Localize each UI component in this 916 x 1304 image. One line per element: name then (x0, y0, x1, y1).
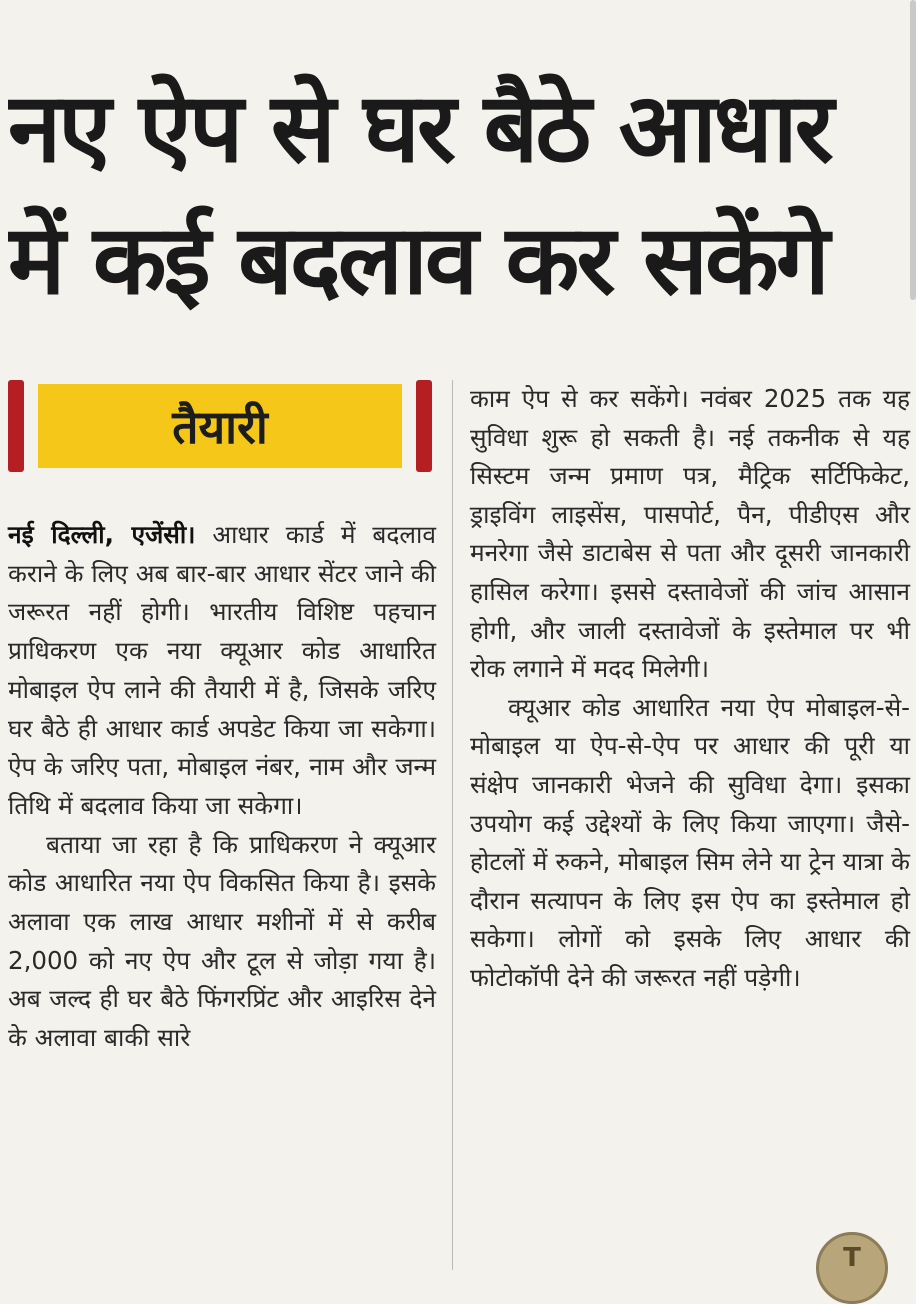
article-paragraph-1 (8, 516, 436, 826)
article-column-left (8, 516, 436, 1058)
section-label (8, 380, 432, 472)
article-paragraph-2: बताया जा रहा है कि प्राधिकरण ने क्यूआर कोड आधारित नया ऐप विकसित किया है। इसके अलावा एक लाख आधार मशीनों में से करीब 2,000 को नए ऐप और टूल से जोड़ा गया है। अब जल्द ही घर बैठे फिंगरप्रिंट और आइरिस देने के अलावा बाकी सारे (8, 829, 436, 1053)
article-paragraph-4: क्यूआर कोड आधारित नया ऐप मोबाइल-से-मोबाइल या ऐप-से-ऐप पर आधार की पूरी या संक्षेप जानकारी भेजने की सुविधा देगा। इसका उपयोग कई उद्देश्यों के लिए किया जाएगा। जैसे- होटलों में रुकने, मोबाइल सिम लेने या ट्रेन यात्रा के दौरान सत्यापन के लिए इस ऐप का इस्तेमाल हो सकेगा। लोगों को इसके लिए आधार की फोटोकॉपी देने की जरूरत नहीं पड़ेगी। (470, 692, 910, 992)
text-tool-letter: T (843, 1243, 861, 1273)
section-label-text: तैयारी (172, 400, 268, 454)
headline-line-2: में कई बदलाव कर सकेंगे (8, 204, 827, 316)
label-background (38, 384, 402, 468)
label-bracket-left (8, 380, 24, 472)
article-column-right (470, 380, 910, 998)
column-divider (452, 380, 453, 1270)
text-tool-icon[interactable] (816, 1232, 888, 1304)
article-paragraph-3: काम ऐप से कर सकेंगे। नवंबर 2025 तक यह सुविधा शुरू हो सकती है। नई तकनीक से यह सिस्टम जन्म प्रमाण पत्र, मैट्रिक सर्टिफिकेट, ड्राइविंग लाइसेंस, पासपोर्ट, पैन, पीडीएस और मनरेगा जैसे डाटाबेस से पता और दूसरी जानकारी हासिल करेगा। इससे दस्तावेजों की जांच आसान होगी, और जाली दस्तावेजों के इस्तेमाल पर भी रोक लगाने में मदद मिलेगी। (470, 384, 910, 684)
headline (8, 62, 900, 326)
headline-line-1: नए ऐप से घर बैठे आधार (8, 72, 831, 184)
label-bracket-right (416, 380, 432, 472)
paragraph-1-text: आधार कार्ड में बदलाव कराने के लिए अब बार-बार आधार सेंटर जाने की जरूरत नहीं होगी। भारतीय विशिष्ट पहचान प्राधिकरण एक नया क्यूआर कोड आधारित मोबाइल ऐप लाने की तैयारी में है, जिसके जरिए घर बैठे ही आधार कार्ड अपडेट किया जा सकेगा। ऐप के जरिए पता, मोबाइल नंबर, नाम और जन्म तिथि में बदलाव किया जा सकेगा। (8, 520, 436, 820)
scrollbar[interactable] (910, 0, 916, 300)
dateline: नई दिल्ली, एजेंसी। (8, 520, 196, 549)
